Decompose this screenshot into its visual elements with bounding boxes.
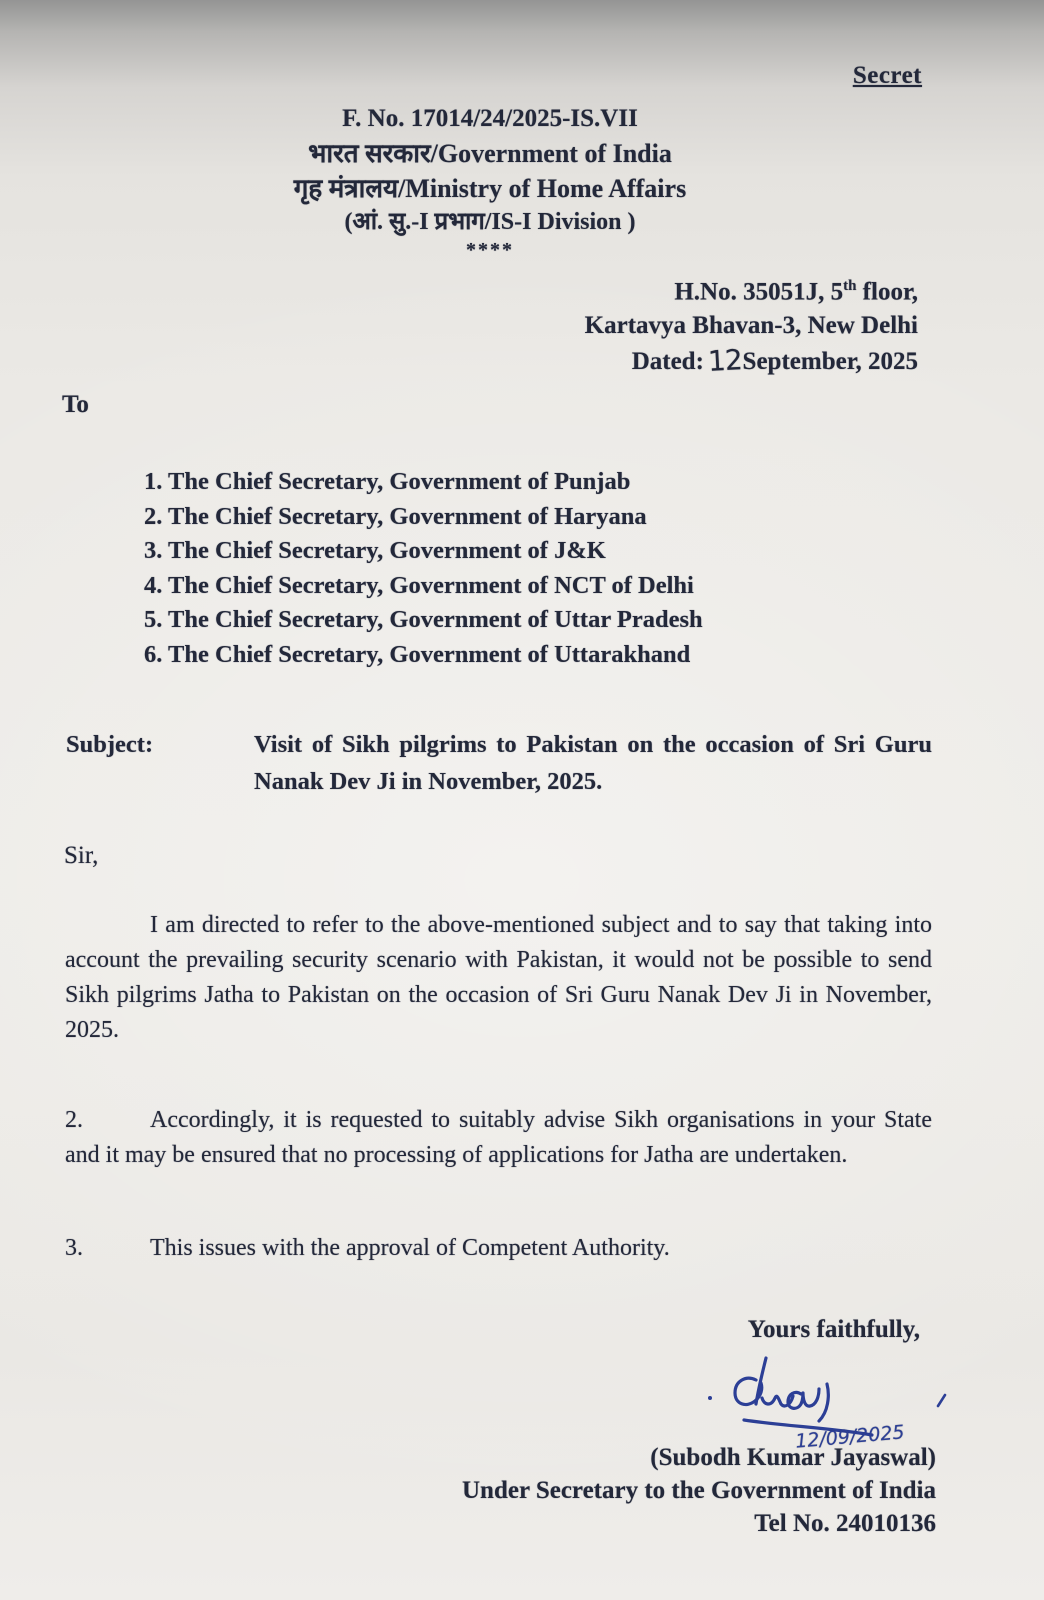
recipients-list [144, 465, 1044, 672]
salutation: Sir, [64, 842, 99, 870]
recipient-row: 3. The Chief Secretary, Government of J&K [144, 537, 606, 565]
recipient-row: 5. The Chief Secretary, Government of Uttar Pradesh [144, 606, 703, 634]
signatory-designation: Under Secretary to the Government of India [461, 1477, 936, 1505]
signatory-block [0, 1441, 936, 1540]
file-number: F. No. 17014/24/2025-IS.VII [342, 105, 638, 132]
recipient-row: 1. The Chief Secretary, Government of Punjab [144, 468, 631, 496]
division-line: (आं. सु.-I प्रभाग/IS-I Division ) [344, 209, 636, 235]
recipient-row: 2. The Chief Secretary, Government of Haryana [144, 502, 647, 530]
handwritten-date-day: 12 [707, 343, 743, 379]
handwritten-signature-icon [700, 1346, 960, 1450]
body-paragraph-1: I am directed to refer to the above-mentioned subject and to say that taking into account the prevailing security scenario with Pakistan, it would not be possible to send Sikh pilgrims Jatha to Pakistan on the occasion of Sri Guru Nanak Dev Ji in November, 2025. [65, 912, 932, 1044]
body-paragraph-2 [65, 1103, 932, 1173]
ordinal-suffix: th [843, 278, 857, 294]
signature-area [700, 1346, 960, 1455]
government-of-india-line: भारत सरकार/Government of India [308, 139, 672, 168]
subject-text: Visit of Sikh pilgrims to Pakistan on the occasion of Sri Guru Nanak Dev Ji in November, 2025. [254, 731, 932, 796]
to-label: To [62, 391, 89, 419]
letterhead [50, 0, 930, 261]
ministry-line: गृह मंत्रालय/Ministry of Home Affairs [293, 174, 687, 203]
paragraph-number: 3. [65, 1235, 83, 1262]
separator-stars: **** [466, 239, 514, 261]
date-line: Dated: 12September, 2025 [631, 343, 918, 379]
subject-label: Subject: [66, 731, 154, 759]
recipient-row: 6. The Chief Secretary, Government of Uttarakhand [144, 640, 691, 668]
subject-section [66, 726, 932, 800]
signatory-name: (Subodh Kumar Jayaswal) [650, 1444, 936, 1472]
body-paragraph-3 [65, 1231, 932, 1266]
office-address-block [50, 269, 918, 379]
paragraph-text: Accordingly, it is requested to suitably advise Sikh organisations in your State and it may be ensured that no processing of applications for Jatha are undertaken. [65, 1107, 932, 1169]
valediction: Yours faithfully, [747, 1316, 920, 1344]
classification-label: Secret [852, 62, 922, 89]
signatory-telephone: Tel No. 24010136 [754, 1510, 936, 1538]
paragraph-number: 2. [65, 1107, 83, 1134]
address-line-2: Kartavya Bhavan-3, New Delhi [584, 312, 918, 340]
address-line-1: H.No. 35051J, 5th floor, [674, 278, 918, 306]
paragraph-text: This issues with the approval of Competent Authority. [150, 1235, 670, 1262]
recipient-row: 4. The Chief Secretary, Government of NCT of Delhi [144, 571, 694, 599]
handwritten-signature-date: 12/09/2025 [794, 1421, 906, 1451]
